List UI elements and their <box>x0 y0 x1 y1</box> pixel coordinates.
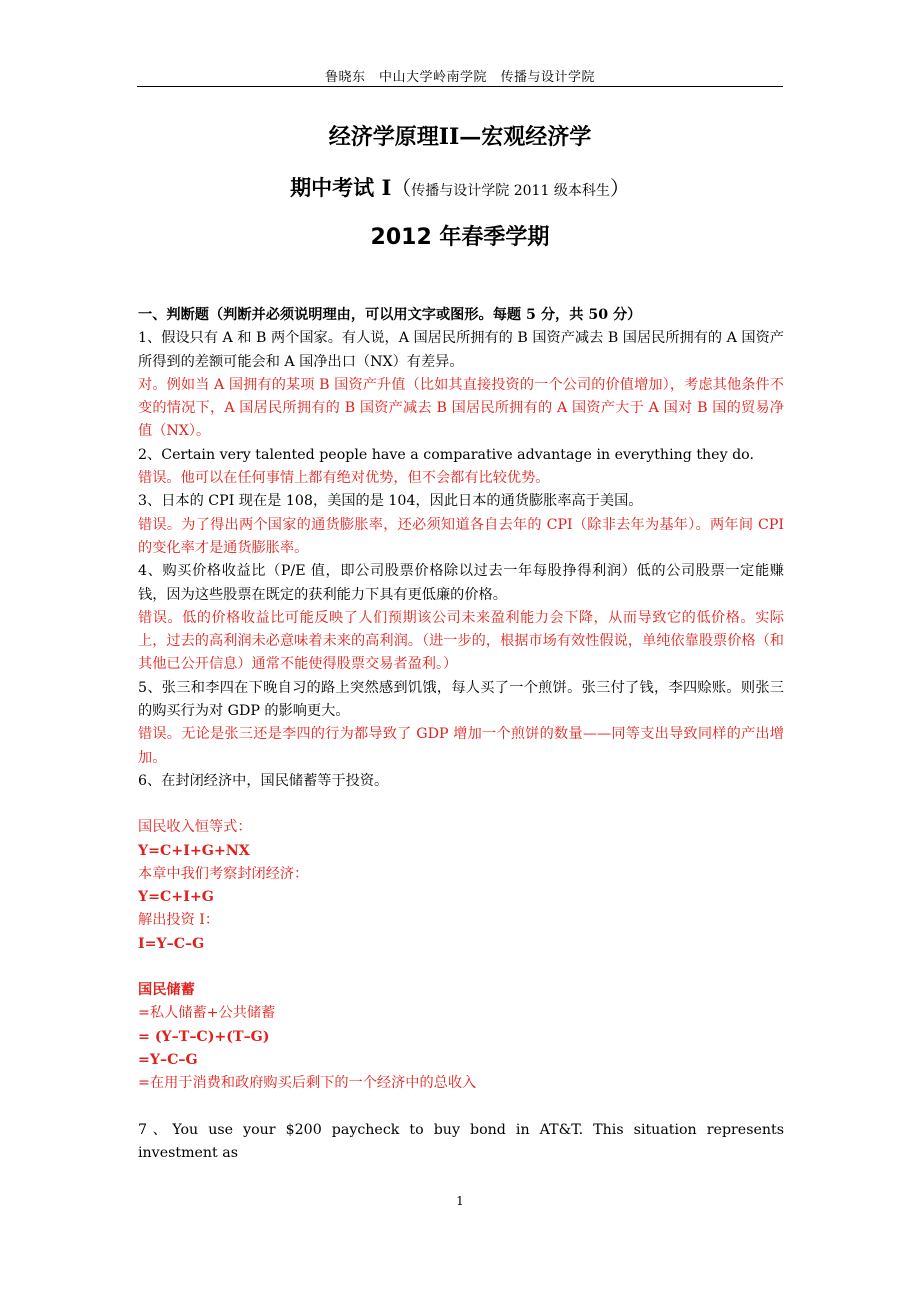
answer-6-formula: Y=C+I+G <box>138 889 214 906</box>
paren-open: （ <box>391 176 412 200</box>
question-4: 4、购买价格收益比（P/E 值，即公司股票价格除以过去一年每股挣得利润）低的公司股票一定能赚钱，因为这些股票在既定的获利能力下具有更低廉的价格。 <box>138 563 784 603</box>
answer-6-line: 本章中我们考察封闭经济： <box>138 865 309 882</box>
question-5: 5、张三和李四在下晚自习的路上突然感到饥饿，每人买了一个煎饼。张三付了钱，李四赊账。则张三的购买行为对 GDP 的影响更大。 <box>138 679 784 720</box>
document-body <box>138 304 784 1165</box>
answer-6-line: =私人储蓄+公共储蓄 <box>138 1005 276 1022</box>
doc-title: 经济学原理II—宏观经济学 <box>328 124 592 150</box>
answer-4: 错误。低的价格收益比可能反映了人们预期该公司未来盈利能力会下降，从而导致它的低价格。实际上，过去的高利润未必意味着未来的高利润。（进一步的，根据市场有效性假说，单纯依靠股票价格（和其他已公开信息）通常不能使得股票交易者盈利。） <box>138 609 784 673</box>
question-6: 6、在封闭经济中，国民储蓄等于投资。 <box>138 772 389 789</box>
question-3: 3、日本的 CPI 现在是 108，美国的是 104，因此日本的通货膨胀率高于美国。 <box>138 493 643 510</box>
header-rule <box>137 86 783 87</box>
question-2: 2、Certain very talented people have a comparative advantage in everything they do. <box>138 446 754 463</box>
question-7: 7、You use your $200 paycheck to buy bond in AT&T. This situation represents investment as <box>138 1121 784 1161</box>
spacer <box>138 1096 784 1119</box>
answer-3: 错误。为了得出两个国家的通货膨胀率，还必须知道各自去年的 CPI（除非去年为基年）。两年间 CPI 的变化率才是通货膨胀率。 <box>138 516 784 556</box>
answer-6-heading: 国民储蓄 <box>138 982 195 999</box>
answer-6-formula: = (Y–T–C)+(T–G) <box>138 1028 270 1045</box>
answer-1: 对。例如当 A 国拥有的某项 B 国资产升值（比如其直接投资的一个公司的价值增加），考虑其他条件不变的情况下，A 国居民所拥有的 B 国资产减去 B 国居民所拥有的 A 国资产大于 A 国对 B 国的贸易净值（NX）。 <box>138 376 784 440</box>
page-number: 1 <box>456 1194 464 1208</box>
section-heading: 一、判断题（判断并必须说明理由，可以用文字或图形。每题 5 分，共 50 分） <box>138 307 642 323</box>
answer-6-formula: Y=C+I+G+NX <box>138 842 250 859</box>
answer-6-line: 国民收入恒等式： <box>138 819 252 836</box>
paren-close: ） <box>609 176 630 200</box>
question-1: 1、假设只有 A 和 B 两个国家。有人说，A 国居民所拥有的 B 国资产减去 B 国居民所拥有的 A 国资产所得到的差额可能会和 A 国净出口（NX）有差异。 <box>138 330 784 370</box>
answer-6-formula: I=Y–C–G <box>138 935 205 952</box>
exam-title <box>0 172 920 202</box>
answer-6-formula: =Y–C–G <box>138 1051 198 1068</box>
answer-6-line: =在用于消费和政府购买后剩下的一个经济中的总收入 <box>138 1075 477 1092</box>
semester-title: 2012 年春季学期 <box>370 225 550 250</box>
page-header: 鲁晓东 中山大学岭南学院 传播与设计学院 <box>324 70 595 85</box>
exam-title-sub: 传播与设计学院 2011 级本科生 <box>411 183 610 199</box>
answer-6-line: 解出投资 I： <box>138 912 220 929</box>
answer-5: 错误。无论是张三还是李四的行为都导致了 GDP 增加一个煎饼的数量——同等支出导致同样的产出增加。 <box>138 726 784 766</box>
spacer <box>138 956 784 979</box>
exam-title-main: 期中考试 I <box>290 175 392 200</box>
spacer <box>138 793 784 816</box>
answer-2: 错误。他可以在任何事情上都有绝对优势，但不会都有比较优势。 <box>138 470 550 487</box>
